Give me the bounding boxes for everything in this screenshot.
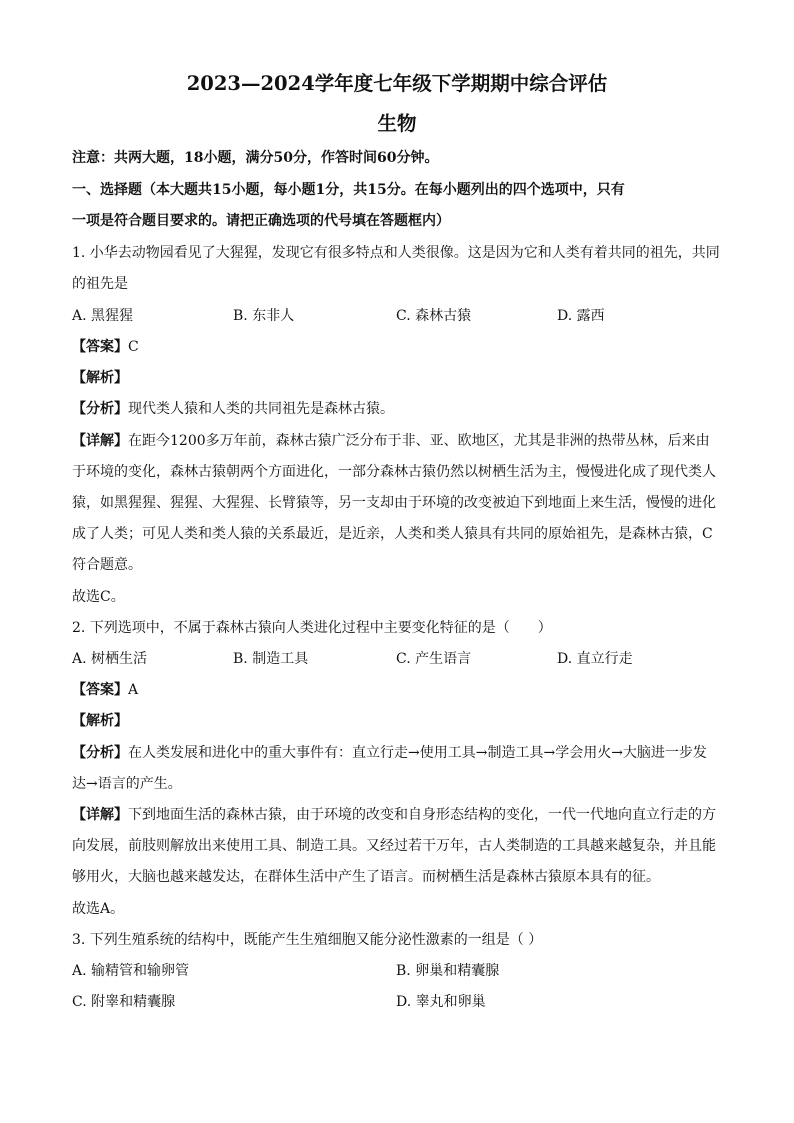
section-heading-line-1: 一、选择题（本大题共15小题，每小题1分，共15分。在每小题列出的四个选项中，只有 bbox=[72, 182, 625, 198]
q1-fenxi: 现代类人猿和人类的共同祖先是森林古猿。 bbox=[128, 401, 394, 417]
q1-stem-line-1: 1. 小华去动物园看见了大猩猩，发现它有很多特点和人类很像。这是因为它和人类有着共同的祖先，共同 bbox=[72, 245, 720, 261]
q2-conclusion: 故选A。 bbox=[72, 901, 125, 917]
q3-option-a: A. 输精管和输卵管 bbox=[72, 963, 190, 979]
section-heading-line-2: 一项是符合题目要求的。请把正确选项的代号填在答题框内） bbox=[72, 213, 450, 229]
q2-detail-text-1: 下到地面生活的森林古猿，由于环境的改变和自身形态结构的变化，一代一代地向直立行走的方 bbox=[128, 807, 716, 823]
q2-option-a: A. 树栖生活 bbox=[72, 651, 148, 667]
fenxi-label: 【分析】 bbox=[72, 745, 128, 761]
fenxi-label: 【分析】 bbox=[72, 401, 128, 417]
q1-option-d: D. 露西 bbox=[557, 308, 605, 324]
q2-fenxi-line-2: 达→语言的产生。 bbox=[72, 776, 182, 792]
q2-option-b: B. 制造工具 bbox=[233, 651, 309, 667]
q1-option-b: B. 东非人 bbox=[233, 308, 295, 324]
q1-answer: C bbox=[128, 339, 139, 355]
q2-fenxi-text-1: 在人类发展和进化中的重大事件有：直立行走→使用工具→制造工具→学会用火→大脑进一步发 bbox=[128, 745, 707, 761]
q2-answer-line bbox=[72, 680, 138, 700]
notice: 注意：共两大题，18小题，满分50分，作答时间60分钟。 bbox=[72, 150, 439, 166]
q1-answer-line bbox=[72, 337, 139, 357]
q3-stem: 3. 下列生殖系统的结构中，既能产生生殖细胞又能分泌性激素的一组是（ ） bbox=[72, 932, 543, 948]
q2-option-d: D. 直立行走 bbox=[557, 651, 633, 667]
q3-option-d: D. 睾丸和卵巢 bbox=[396, 994, 486, 1010]
q1-option-a: A. 黑猩猩 bbox=[72, 308, 134, 324]
q2-detail-line-1 bbox=[72, 805, 716, 825]
q3-option-c: C. 附睾和精囊腺 bbox=[72, 994, 176, 1010]
q1-option-c: C. 森林古猿 bbox=[396, 308, 472, 324]
page-title: 2023—2024学年度七年级下学期期中综合评估 bbox=[186, 72, 608, 95]
subject-title: 生物 bbox=[377, 112, 417, 135]
q1-detail-line-2: 于环境的变化，森林古猿朝两个方面进化，一部分森林古猿仍然以树栖生活为主，慢慢进化成了现代类人 bbox=[72, 464, 716, 480]
q2-stem: 2. 下列选项中，不属于森林古猿向人类进化过程中主要变化特征的是（ ） bbox=[72, 620, 552, 636]
q3-option-b: B. 卵巢和精囊腺 bbox=[396, 963, 500, 979]
q1-detail-line-5: 符合题意。 bbox=[72, 557, 142, 573]
q1-jiexi-label: 【解析】 bbox=[72, 370, 128, 386]
xiangjie-label: 【详解】 bbox=[72, 807, 128, 823]
q2-option-c: C. 产生语言 bbox=[396, 651, 472, 667]
q1-detail-line-1 bbox=[72, 431, 710, 451]
q1-detail-text-1: 在距今1200多万年前，森林古猿广泛分布于非、亚、欧地区，尤其是非洲的热带丛林，后来由 bbox=[128, 433, 710, 449]
q2-jiexi-label: 【解析】 bbox=[72, 713, 128, 729]
q1-detail-line-4: 成了人类；可见人类和类人猿的关系最近，是近亲，人类和类人猿具有共同的原始祖先，是森林古猿，C bbox=[72, 526, 713, 542]
q2-detail-line-2: 向发展，前肢则解放出来使用工具、制造工具。又经过若干万年，古人类制造的工具越来越复杂，并且能 bbox=[72, 838, 716, 854]
q1-detail-line-3: 猿，如黑猩猩、猩猩、大猩猩、长臂猿等，另一支却由于环境的改变被迫下到地面上来生活，慢慢的进化 bbox=[72, 495, 716, 511]
q2-detail-line-3: 够用火，大脑也越来越发达，在群体生活中产生了语言。而树栖生活是森林古猿原本具有的征。 bbox=[72, 869, 660, 885]
answer-label: 【答案】 bbox=[72, 682, 128, 698]
q1-fenxi-line bbox=[72, 399, 394, 419]
answer-label: 【答案】 bbox=[72, 339, 128, 355]
q2-answer: A bbox=[128, 682, 139, 698]
q2-fenxi-line-1 bbox=[72, 743, 707, 763]
xiangjie-label: 【详解】 bbox=[72, 433, 128, 449]
q1-conclusion: 故选C。 bbox=[72, 589, 125, 605]
q1-stem-line-2: 的祖先是 bbox=[72, 276, 128, 292]
